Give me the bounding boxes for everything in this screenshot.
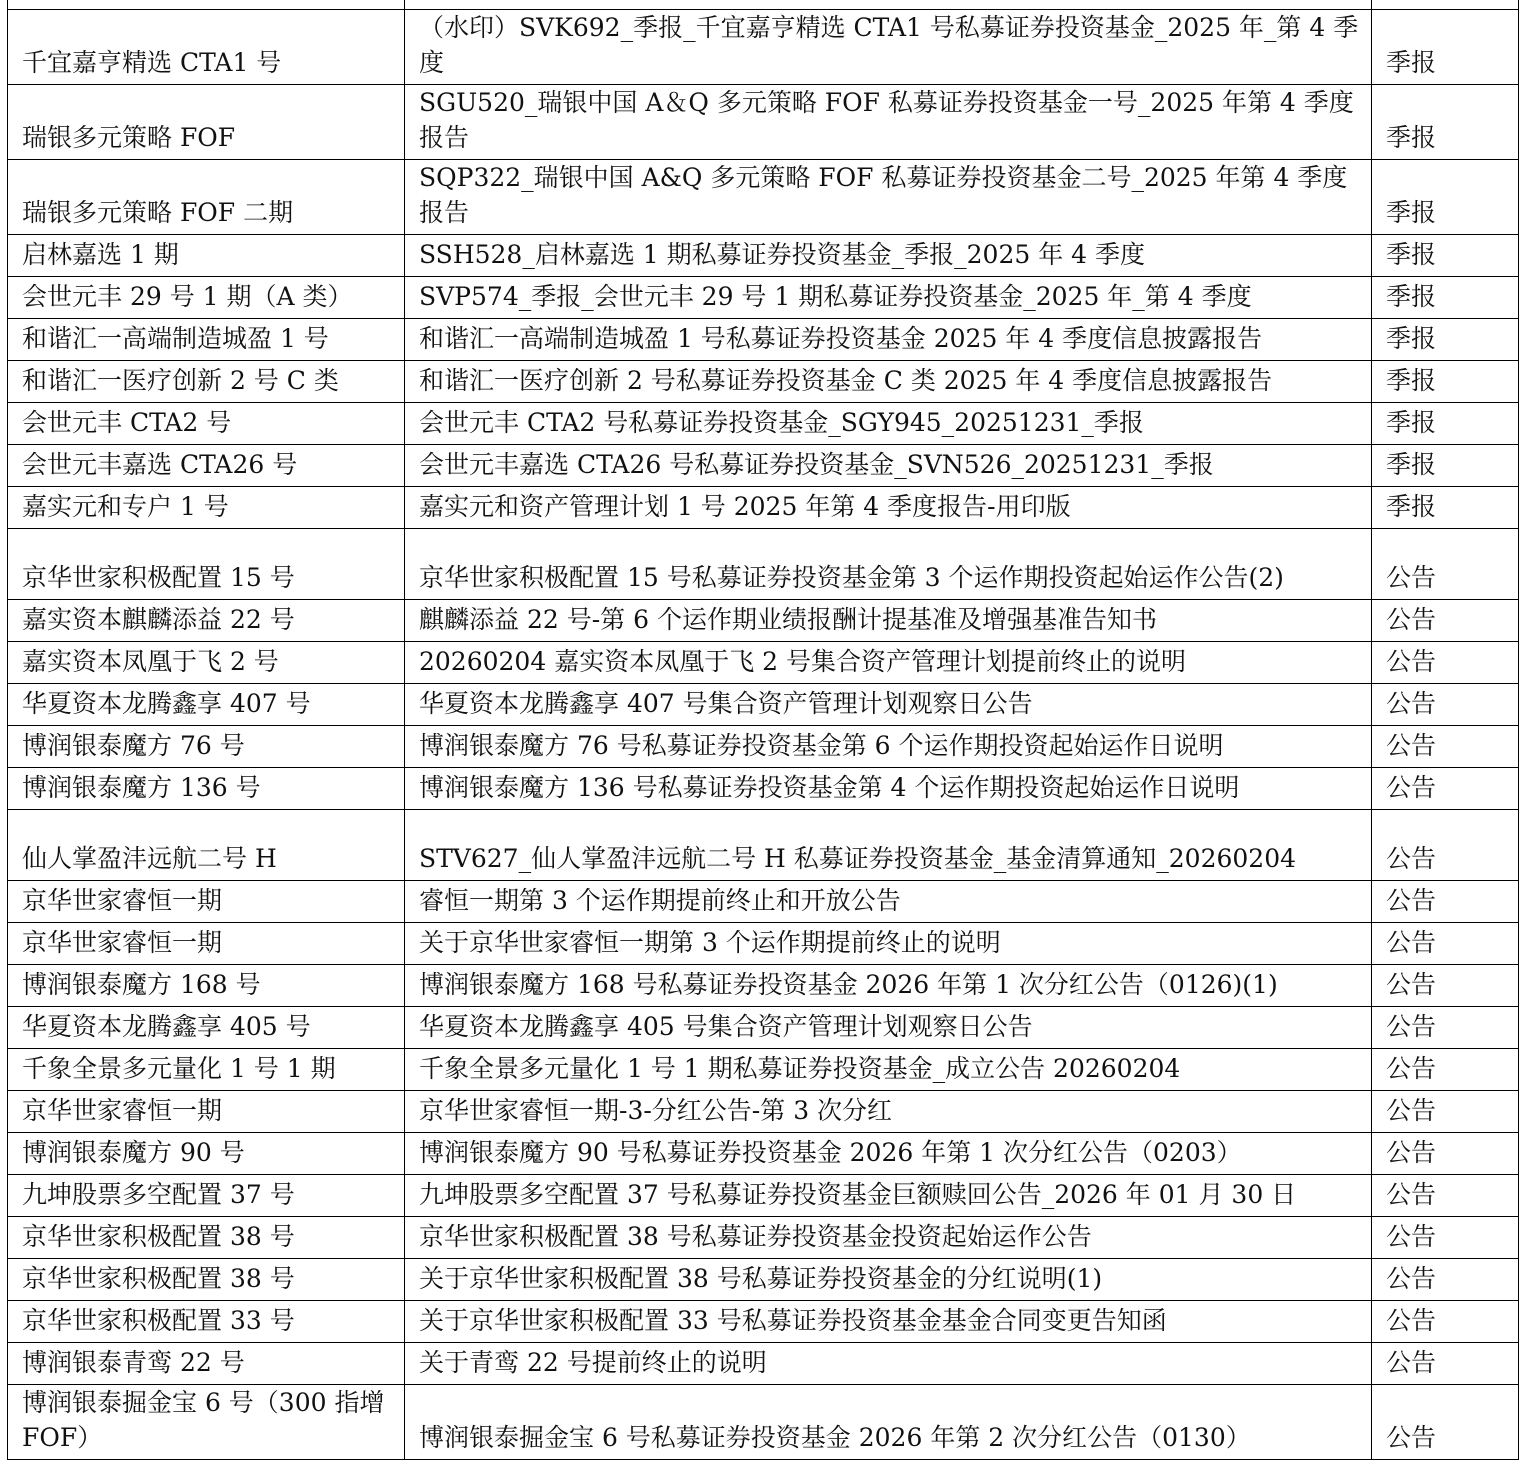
fund-name-cell: 和谐汇一高端制造城盈 1 号: [8, 319, 405, 361]
report-type-cell: 公告: [1372, 1259, 1519, 1301]
fund-name-cell: 博润银泰魔方 90 号: [8, 1133, 405, 1175]
report-type-cell: 季报: [1372, 319, 1519, 361]
report-type-cell: 公告: [1372, 1133, 1519, 1175]
table-row: [8, 487, 1519, 529]
report-type-cell: 公告: [1372, 810, 1519, 881]
fund-name-cell: 京华世家积极配置 33 号: [8, 1301, 405, 1343]
report-type-cell: 公告: [1372, 1301, 1519, 1343]
report-type-cell: 公告: [1372, 881, 1519, 923]
document-title-cell: 博润银泰魔方 168 号私募证券投资基金 2026 年第 1 次分红公告（0126)(1): [405, 965, 1372, 1007]
table-row: [8, 403, 1519, 445]
table-row: [8, 1007, 1519, 1049]
document-title-cell: SQP322_瑞银中国 A&Q 多元策略 FOF 私募证券投资基金二号_2025 年第 4 季度报告: [405, 160, 1372, 235]
fund-name-cell: [8, 0, 405, 10]
document-title-cell: [405, 0, 1372, 10]
table-row-partial: [8, 0, 1519, 10]
report-type-cell: 公告: [1372, 600, 1519, 642]
report-type-cell: 公告: [1372, 923, 1519, 965]
table-row: [8, 85, 1519, 160]
fund-name-cell: 博润银泰青鸾 22 号: [8, 1343, 405, 1385]
fund-name-cell: 京华世家睿恒一期: [8, 923, 405, 965]
table-row: [8, 529, 1519, 600]
report-type-cell: 公告: [1372, 684, 1519, 726]
document-title-cell: 会世元丰 CTA2 号私募证券投资基金_SGY945_20251231_季报: [405, 403, 1372, 445]
table-row: [8, 1301, 1519, 1343]
document-title-cell: 华夏资本龙腾鑫享 407 号集合资产管理计划观察日公告: [405, 684, 1372, 726]
fund-name-cell: 会世元丰 29 号 1 期（A 类）: [8, 277, 405, 319]
report-type-cell: 季报: [1372, 445, 1519, 487]
document-title-cell: SGU520_瑞银中国 A＆Q 多元策略 FOF 私募证券投资基金一号_2025 年第 4 季度报告: [405, 85, 1372, 160]
table-row: [8, 810, 1519, 881]
report-type-cell: 公告: [1372, 1343, 1519, 1385]
fund-name-cell: 瑞银多元策略 FOF 二期: [8, 160, 405, 235]
fund-name-cell: 京华世家积极配置 15 号: [8, 529, 405, 600]
document-title-cell: 关于京华世家积极配置 33 号私募证券投资基金基金合同变更告知函: [405, 1301, 1372, 1343]
document-title-cell: 和谐汇一医疗创新 2 号私募证券投资基金 C 类 2025 年 4 季度信息披露报告: [405, 361, 1372, 403]
fund-name-cell: 京华世家睿恒一期: [8, 1091, 405, 1133]
report-type-cell: [1372, 0, 1519, 10]
report-type-cell: 季报: [1372, 235, 1519, 277]
fund-name-cell: 仙人掌盈沣远航二号 H: [8, 810, 405, 881]
report-type-cell: 公告: [1372, 1007, 1519, 1049]
document-title-cell: 关于京华世家睿恒一期第 3 个运作期提前终止的说明: [405, 923, 1372, 965]
document-title-cell: 关于青鸾 22 号提前终止的说明: [405, 1343, 1372, 1385]
table-row: [8, 1385, 1519, 1460]
document-title-cell: （水印）SVK692_季报_千宜嘉亨精选 CTA1 号私募证券投资基金_2025 年_第 4 季度: [405, 10, 1372, 85]
table-row: [8, 445, 1519, 487]
table-row: [8, 923, 1519, 965]
document-title-cell: 京华世家积极配置 15 号私募证券投资基金第 3 个运作期投资起始运作公告(2): [405, 529, 1372, 600]
fund-name-cell: 嘉实资本麒麟添益 22 号: [8, 600, 405, 642]
report-type-cell: 公告: [1372, 529, 1519, 600]
table-row: [8, 1049, 1519, 1091]
fund-name-cell: 嘉实元和专户 1 号: [8, 487, 405, 529]
table-row: [8, 768, 1519, 810]
table-row: [8, 1343, 1519, 1385]
report-type-cell: 季报: [1372, 85, 1519, 160]
report-type-cell: 公告: [1372, 768, 1519, 810]
table-row: [8, 1259, 1519, 1301]
fund-name-cell: 博润银泰魔方 136 号: [8, 768, 405, 810]
report-type-cell: 公告: [1372, 1049, 1519, 1091]
fund-name-cell: 京华世家积极配置 38 号: [8, 1259, 405, 1301]
document-title-cell: 麒麟添益 22 号-第 6 个运作期业绩报酬计提基准及增强基准告知书: [405, 600, 1372, 642]
document-title-cell: 京华世家积极配置 38 号私募证券投资基金投资起始运作公告: [405, 1217, 1372, 1259]
report-type-cell: 季报: [1372, 403, 1519, 445]
table-row: [8, 1217, 1519, 1259]
table-row: [8, 881, 1519, 923]
document-title-cell: 华夏资本龙腾鑫享 405 号集合资产管理计划观察日公告: [405, 1007, 1372, 1049]
table-row: [8, 684, 1519, 726]
table-row: [8, 10, 1519, 85]
document-title-cell: 和谐汇一高端制造城盈 1 号私募证券投资基金 2025 年 4 季度信息披露报告: [405, 319, 1372, 361]
fund-name-cell: 千象全景多元量化 1 号 1 期: [8, 1049, 405, 1091]
document-title-cell: 关于京华世家积极配置 38 号私募证券投资基金的分红说明(1): [405, 1259, 1372, 1301]
fund-name-cell: 会世元丰嘉选 CTA26 号: [8, 445, 405, 487]
table-row: [8, 1091, 1519, 1133]
table-row: [8, 277, 1519, 319]
table-row: [8, 361, 1519, 403]
table-row: [8, 235, 1519, 277]
report-type-cell: 季报: [1372, 277, 1519, 319]
fund-name-cell: 千宜嘉亨精选 CTA1 号: [8, 10, 405, 85]
report-type-cell: 公告: [1372, 1175, 1519, 1217]
disclosure-table: [7, 0, 1519, 1460]
fund-name-cell: 博润银泰魔方 76 号: [8, 726, 405, 768]
document-title-cell: 九坤股票多空配置 37 号私募证券投资基金巨额赎回公告_2026 年 01 月 30 日: [405, 1175, 1372, 1217]
fund-name-cell: 和谐汇一医疗创新 2 号 C 类: [8, 361, 405, 403]
fund-name-cell: 嘉实资本凤凰于飞 2 号: [8, 642, 405, 684]
fund-name-cell: 京华世家积极配置 38 号: [8, 1217, 405, 1259]
fund-name-cell: 瑞银多元策略 FOF: [8, 85, 405, 160]
document-title-cell: 嘉实元和资产管理计划 1 号 2025 年第 4 季度报告-用印版: [405, 487, 1372, 529]
document-title-cell: 会世元丰嘉选 CTA26 号私募证券投资基金_SVN526_20251231_季报: [405, 445, 1372, 487]
fund-name-cell: 启林嘉选 1 期: [8, 235, 405, 277]
fund-name-cell: 博润银泰掘金宝 6 号（300 指增 FOF）: [8, 1385, 405, 1460]
fund-name-cell: 华夏资本龙腾鑫享 405 号: [8, 1007, 405, 1049]
document-title-cell: 博润银泰掘金宝 6 号私募证券投资基金 2026 年第 2 次分红公告（0130）: [405, 1385, 1372, 1460]
report-type-cell: 公告: [1372, 965, 1519, 1007]
fund-name-cell: 华夏资本龙腾鑫享 407 号: [8, 684, 405, 726]
fund-name-cell: 会世元丰 CTA2 号: [8, 403, 405, 445]
report-type-cell: 季报: [1372, 361, 1519, 403]
report-type-cell: 公告: [1372, 1091, 1519, 1133]
fund-name-cell: 博润银泰魔方 168 号: [8, 965, 405, 1007]
document-title-cell: SVP574_季报_会世元丰 29 号 1 期私募证券投资基金_2025 年_第 4 季度: [405, 277, 1372, 319]
document-title-cell: 20260204 嘉实资本凤凰于飞 2 号集合资产管理计划提前终止的说明: [405, 642, 1372, 684]
table-row: [8, 1175, 1519, 1217]
report-type-cell: 季报: [1372, 10, 1519, 85]
document-title-cell: 博润银泰魔方 136 号私募证券投资基金第 4 个运作期投资起始运作日说明: [405, 768, 1372, 810]
document-title-cell: 睿恒一期第 3 个运作期提前终止和开放公告: [405, 881, 1372, 923]
report-type-cell: 公告: [1372, 726, 1519, 768]
table-row: [8, 965, 1519, 1007]
report-type-cell: 公告: [1372, 1217, 1519, 1259]
document-title-cell: SSH528_启林嘉选 1 期私募证券投资基金_季报_2025 年 4 季度: [405, 235, 1372, 277]
report-type-cell: 公告: [1372, 1385, 1519, 1460]
report-type-cell: 公告: [1372, 642, 1519, 684]
fund-name-cell: 九坤股票多空配置 37 号: [8, 1175, 405, 1217]
report-type-cell: 季报: [1372, 160, 1519, 235]
table-row: [8, 726, 1519, 768]
table-row: [8, 1133, 1519, 1175]
document-title-cell: 京华世家睿恒一期-3-分红公告-第 3 次分红: [405, 1091, 1372, 1133]
report-type-cell: 季报: [1372, 487, 1519, 529]
table-row: [8, 160, 1519, 235]
table-row: [8, 642, 1519, 684]
document-title-cell: 博润银泰魔方 90 号私募证券投资基金 2026 年第 1 次分红公告（0203）: [405, 1133, 1372, 1175]
document-title-cell: 千象全景多元量化 1 号 1 期私募证券投资基金_成立公告 20260204: [405, 1049, 1372, 1091]
table-row: [8, 319, 1519, 361]
fund-name-cell: 京华世家睿恒一期: [8, 881, 405, 923]
document-title-cell: 博润银泰魔方 76 号私募证券投资基金第 6 个运作期投资起始运作日说明: [405, 726, 1372, 768]
document-title-cell: STV627_仙人掌盈沣远航二号 H 私募证券投资基金_基金清算通知_20260204: [405, 810, 1372, 881]
table-row: [8, 600, 1519, 642]
